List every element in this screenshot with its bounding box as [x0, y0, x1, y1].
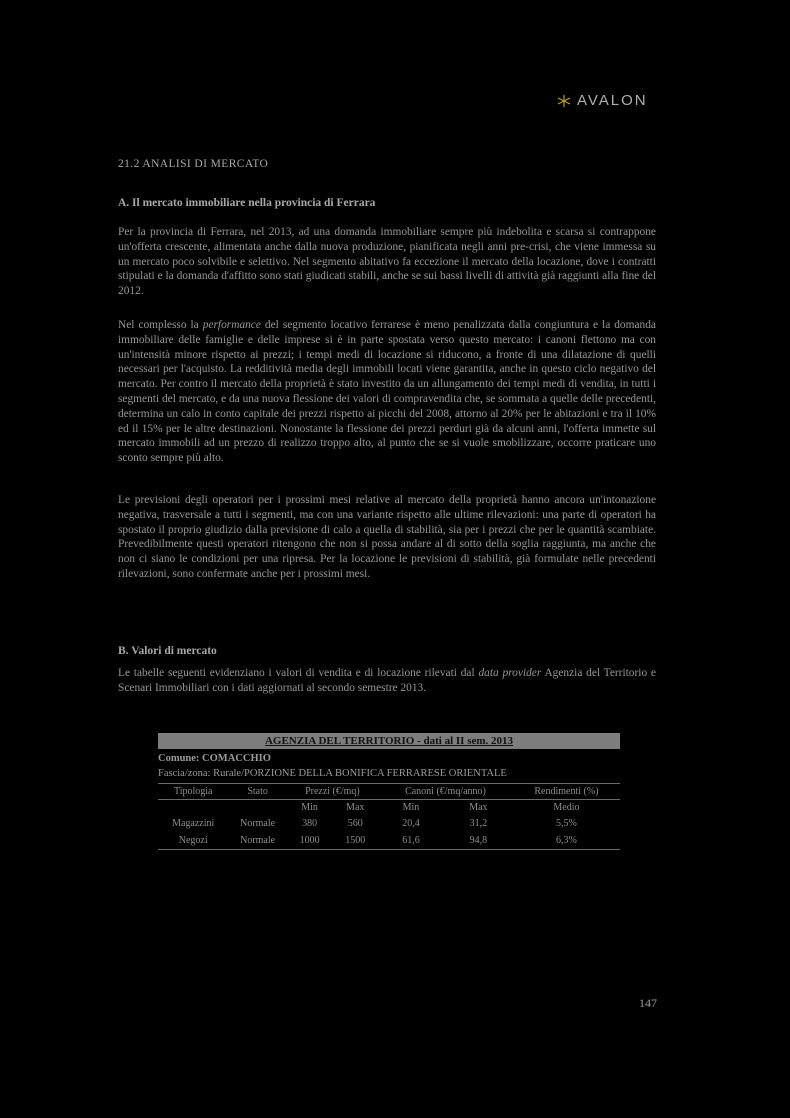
cell-rendimento: 6,3% — [513, 832, 620, 850]
section-b-text-start: Le tabelle seguenti evidenziano i valori di vendita e di locazione rilevati dal — [118, 667, 479, 679]
cell-stato: Normale — [240, 818, 276, 829]
section-a-paragraph-1: Per la provincia di Ferrara, nel 2013, ad una domanda immobiliare sempre più indebolita e scarsa si contrappone un'offerta crescente, alimentata anche dalla nuova produzione, pianificata negli anni pre-crisi, che viene immessa su un mercato poco solvibile e selettivo. Nel segmento abitativo fa eccezione il mercato della locazione, dove i contratti stipulati e la domanda d'affitto sono stati giudicati stabili, anche se sui bassi livelli di attività già raggiunti alla fine del 2012. — [118, 226, 656, 298]
cell-canoni-min: 61,6 — [378, 832, 444, 850]
comune-label: Comune: COMACCHIO — [158, 753, 271, 764]
header-stato: Stato — [228, 784, 286, 800]
cell-prezzi-min: 1000 — [287, 832, 333, 850]
para2-text-start: Nel complesso la — [118, 319, 203, 331]
cell-tipologia: Magazzini — [172, 818, 215, 829]
header-tipologia: Tipologia — [158, 784, 228, 800]
subheader-prezzi-min: Min — [301, 802, 318, 813]
avalon-star-logo-icon — [556, 94, 572, 108]
subheader-rendimenti-medio: Medio — [553, 802, 580, 813]
cell-prezzi-max: 1500 — [332, 832, 378, 850]
cell-canoni-max: 31,2 — [469, 818, 488, 829]
subheader-prezzi-max: Max — [346, 802, 365, 813]
section-b-text-end: Agenzia del Territorio e Scenari Immobiliari con i dati aggiornati al secondo semestre 2013. — [118, 667, 656, 694]
cell-tipologia: Negozi — [158, 832, 228, 850]
cell-rendimento: 5,5% — [556, 818, 577, 829]
page-number: 147 — [639, 996, 657, 1010]
subheader-canoni-min: Min — [402, 802, 420, 813]
brand-name: AVALON — [577, 92, 648, 109]
header-canoni: Canoni (€/mq/anno) — [378, 784, 513, 800]
section-b-paragraph — [118, 666, 656, 696]
para2-italic-term: performance — [202, 319, 261, 331]
section-a-paragraph-2 — [118, 318, 656, 466]
header-logo — [556, 92, 648, 109]
table-comune — [158, 753, 620, 764]
section-b-heading: B. Valori di mercato — [118, 645, 217, 657]
subheader-canoni-max: Max — [469, 802, 488, 813]
table-fascia: Fascia/zona: Rurale/PORZIONE DELLA BONIFICA FERRARESE ORIENTALE — [158, 768, 507, 779]
section-a-heading: A. Il mercato immobiliare nella provincia di Ferrara — [118, 197, 376, 209]
table-subheader-row — [158, 800, 620, 816]
cell-prezzi-max: 560 — [347, 818, 363, 829]
para2-text-end: del segmento locativo ferrarese è meno penalizzata dalla congiuntura e la domanda immobiliare delle famiglie e delle imprese si è in parte spostata verso questo mercato: i canoni flettono ma con un'intensità minore rispetto ai prezzi; i tempi medi di locazione si riducono, a fronte di una dilatazione di quelli necessari per l'acquisto. La redditività media degli immobili locati viene garantita, anche in questo ciclo negativo del mercato. Per contro il mercato della proprietà è stato investito da un allungamento dei tempi medi di vendita, in tutti i segmenti del mercato, e da una nuova flessione dei valori di compravendita che, se sommata a quelle delle precedenti, determina un calo in conto capitale dei prezzi rispetto ai picchi del 2008, attorno al 20% per le abitazioni e tra il 10% ed il 15% per le altre destinazioni. Nonostante la flessione dei prezzi perduri già da alcuni anni, l'offerta immette sul mercato immobili ad un prezzo di realizzo troppo alto, al punto che se si vuole smobilizzare, occorre praticare uno sconto sempre più alto. — [118, 319, 657, 465]
section-title: 21.2 ANALISI DI MERCATO — [118, 158, 269, 170]
table-header-row — [158, 784, 620, 800]
section-a-paragraph-3: Le previsioni degli operatori per i prossimi mesi relative al mercato della proprietà hanno ancora un'intonazione negativa, trasversale a tutti i segmenti, ma con una variante rispetto alle ultime rilevazioni: una parte di operatori ha spostato il proprio giudizio dalla previsione di calo a quella di stabilità, sia per i prezzi che per le quantità scambiate. Prevedibilmente questi operatori ritengono che non si possa andare al di sotto della soglia raggiunta, ma anche che non ci siano le condizioni per una ripresa. Per la locazione le previsioni di stabilità, già formulate nelle precedenti rilevazioni, sono confermate anche per i prossimi mesi. — [118, 494, 656, 580]
cell-canoni-max: 94,8 — [444, 832, 513, 850]
cell-canoni-min: 20,4 — [402, 818, 420, 829]
table-title: AGENZIA DEL TERRITORIO - dati al II sem. 2013 — [158, 733, 620, 749]
market-values-table — [158, 783, 620, 850]
cell-prezzi-min: 380 — [302, 818, 318, 829]
header-rendimenti: Rendimenti (%) — [513, 784, 620, 800]
market-values-table-block — [158, 733, 620, 850]
header-prezzi: Prezzi (€/mq) — [287, 784, 378, 800]
cell-stato: Normale — [228, 832, 286, 850]
table-row — [158, 832, 620, 850]
section-b-italic-term: data provider — [478, 667, 542, 679]
table-row — [158, 815, 620, 832]
